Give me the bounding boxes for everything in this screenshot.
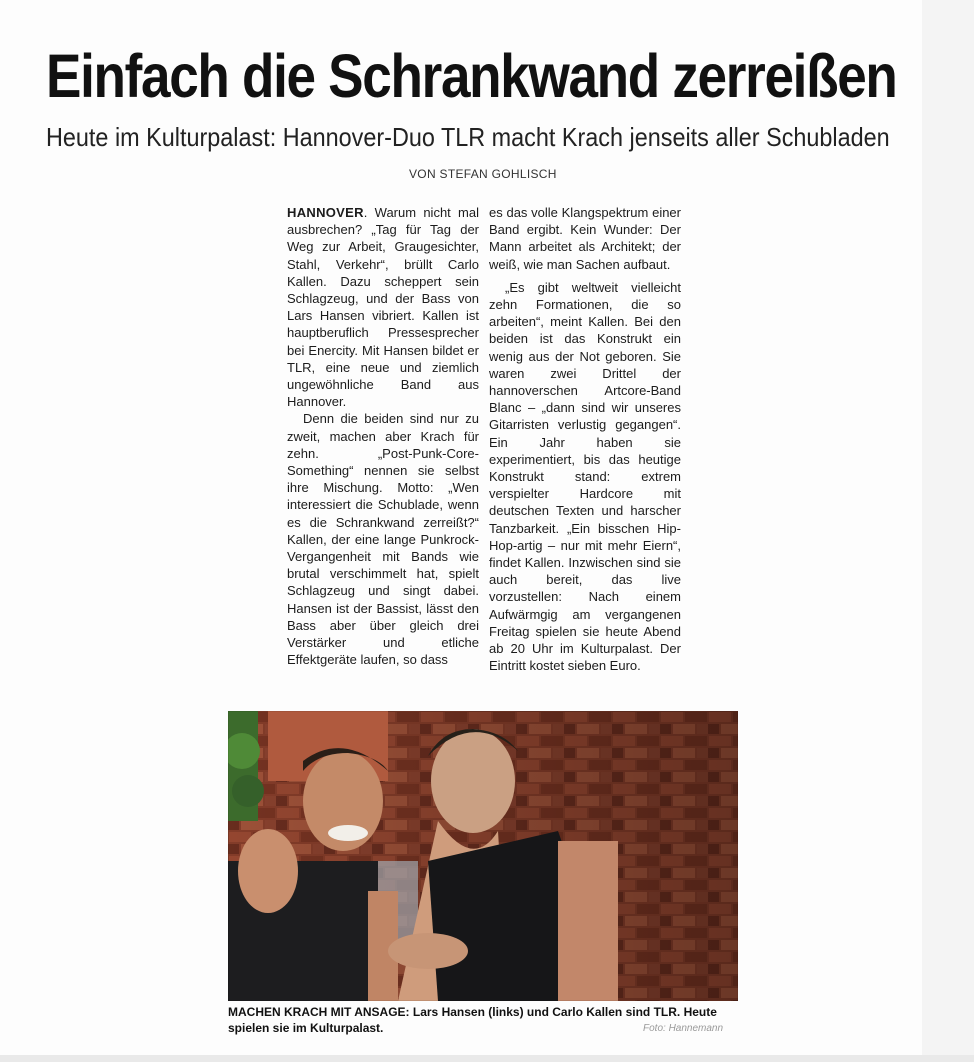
article-byline: VON STEFAN GOHLISCH [409,167,557,181]
article-paragraph: Denn die beiden sind nur zu zweit, machen aber Krach für zehn. „Post-Punk-Core-Something“ nennen sie selbst ihre Mischung. Motto: „Wen interessiert die Schublade, wenn es die Schrankwand zerreißt?“ Kallen, der eine lange Punkrock-Vergangenheit mit Bands wie brutal verschimmelt hat, spielt Schlagzeug und singt dabei. Hansen ist der Bassist, lässt den Bass aber über gleich drei Verstärker und etliche Effektgeräte laufen, so dass [287,411,479,668]
article-paragraph [287,204,479,410]
photo-caption: MACHEN KRACH MIT ANSAGE: Lars Hansen (links) und Carlo Kallen sind TLR. Heute spielen sie im Kulturpalast. [228,1005,717,1035]
page-margin [922,0,974,1062]
article-column-right [489,204,681,674]
article-dateline: HANNOVER [287,205,364,220]
band-photo-illustration [228,711,738,1001]
article-paragraph: „Es gibt weltweit vielleicht zehn Formationen, die so arbeiten“, meint Kallen. Bei den beiden ist das Konstrukt ein wenig aus der Not geboren. Sie waren zwei Drittel der hannoverschen Artcore-Band Blanc – „dann sind wir unseres Gitarristen verlustig gegangen“. Ein Jahr haben sie experimentiert, bis das heutige Konstrukt stand: extrem verspielter Hardcore mit deutschen Texten und harscher Tanzbarkeit. „Ein bisschen Hip-Hop-artig – nur mit mehr Eiern“, findet Kallen. Inzwischen sind sie auch bereit, das live vorzustellen: Nach einem Aufwärmgig am vergangenen Freitag spielen sie heute Abend ab 20 Uhr im Kulturpalast. Der Eintritt kostet sieben Euro. [489,279,681,674]
photo-credit: Foto: Hannemann [643,1023,724,1034]
paragraph-text: . Warum nicht mal ausbrechen? „Tag für Tag der Weg zur Arbeit, Graugesichter, Stahl, Verkehr“, brüllt Carlo Kallen. Dazu scheppert sein Schlagzeug, und der Bass von Lars Hansen vibriert. Kallen ist hauptberuflich Pressesprecher bei Enercity. Mit Hansen bildet er TLR, eine neue und ziemlich ungewöhnliche Band aus Hannover. [287,205,479,410]
article-photo [228,711,738,1001]
page-bottom-edge [0,1055,974,1062]
article-paragraph: es das volle Klangspektrum einer Band ergibt. Kein Wunder: Der Mann arbeitet als Architekt; der weiß, wie man Sachen aufbaut. [489,205,681,272]
article-column-left [287,204,479,668]
article-headline: Einfach die Schrankwand zerreißen [46,42,897,110]
article-subheadline: Heute im Kulturpalast: Hannover-Duo TLR macht Krach jenseits aller Schubladen [46,122,890,152]
